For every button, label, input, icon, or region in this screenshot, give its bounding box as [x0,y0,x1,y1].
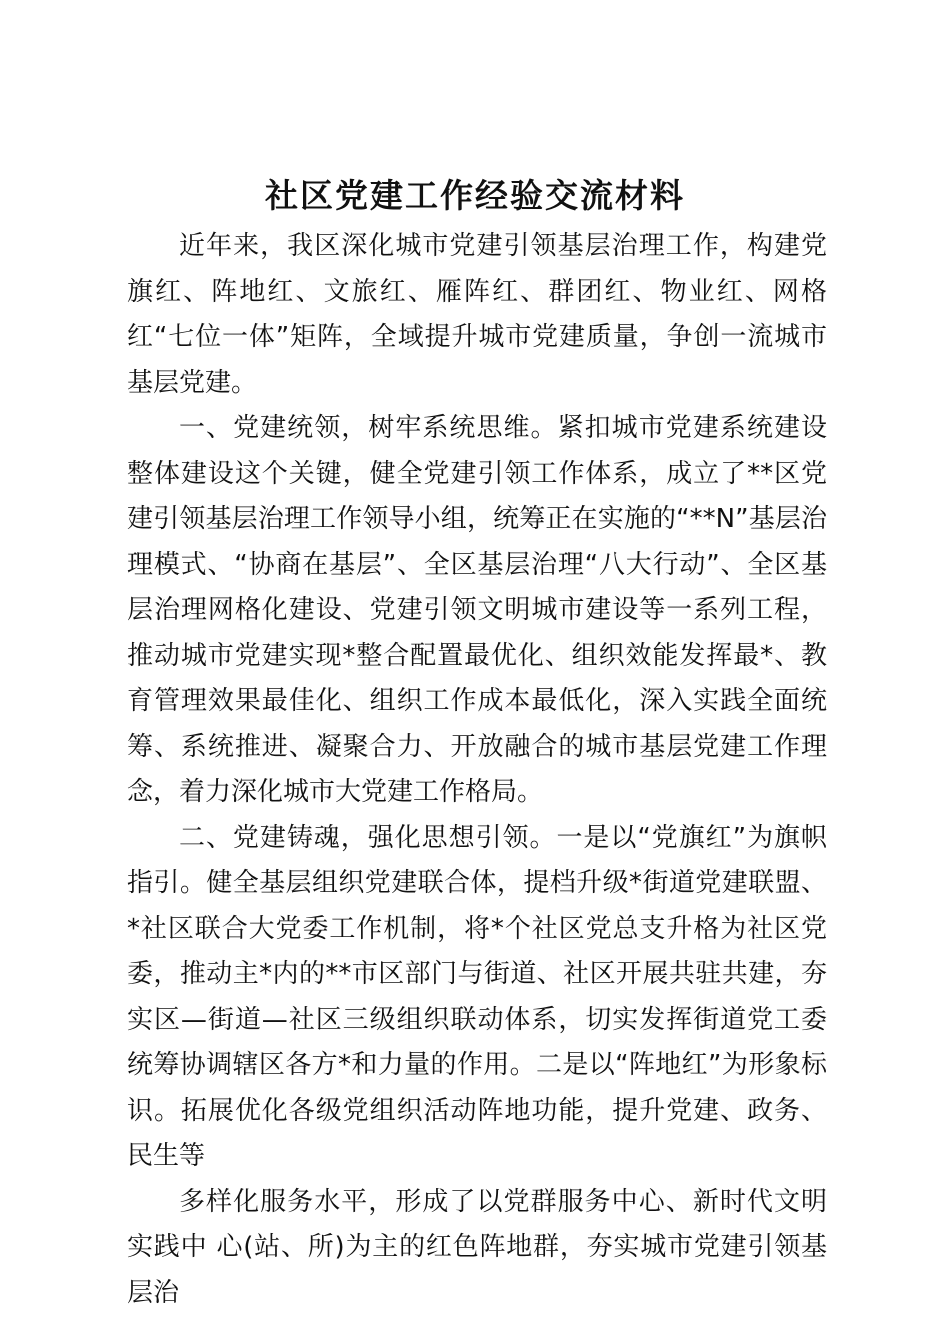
document-title: 社区党建工作经验交流材料 [265,176,685,215]
document-body [127,224,827,1316]
paragraph-section-two: 二、党建铸魂，强化思想引领。一是以“党旗红”为旗帜指引。健全基层组织党建联合体，提档升级*街道党建联盟、*社区联合大党委工作机制，将*个社区党总支升格为社区党委，推动主*内的**市区部门与街道、社区开展共驻共建，夯实区—街道—社区三级组织联动体系，切实发挥街道党工委统筹协调辖区各方*和力量的作用。二是以“阵地红”为形象标识。拓展优化各级党组织活动阵地功能，提升党建、政务、民生等 [127,822,827,1171]
paragraph-section-one: 一、党建统领，树牢系统思维。紧扣城市党建系统建设整体建设这个关键，健全党建引领工作体系，成立了**区党建引领基层治理工作领导小组，统筹正在实施的“**N”基层治理模式、“协商在基层”、全区基层治理“八大行动”、全区基层治理网格化建设、党建引领文明城市建设等一系列工程，推动城市党建实现*整合配置最优化、组织效能发挥最*、教育管理效果最佳化、组织工作成本最低化，深入实践全面统筹、系统推进、凝聚合力、开放融合的城市基层党建工作理念，着力深化城市大党建工作格局。 [127,413,827,807]
paragraph-continuation: 多样化服务水平，形成了以党群服务中心、新时代文明实践中 心(站、所)为主的红色阵地群，夯实城市党建引领基层治 [127,1186,827,1308]
paragraph-intro: 近年来，我区深化城市党建引领基层治理工作，构建党旗红、阵地红、文旅红、雁阵红、群团红、物业红、网格红“七位一体”矩阵，全域提升城市党建质量，争创一流城市基层党建。 [127,231,827,398]
